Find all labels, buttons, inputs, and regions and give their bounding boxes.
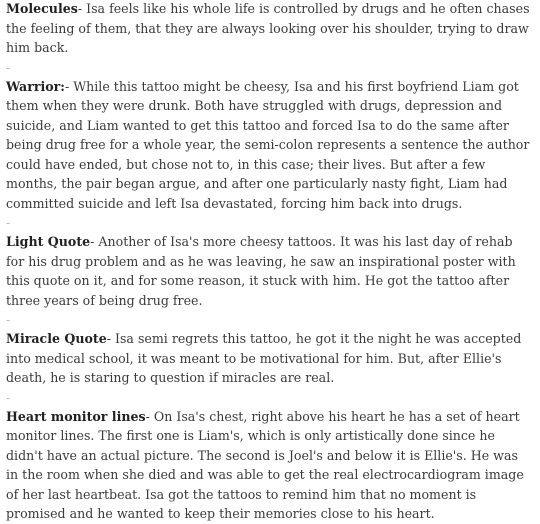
entry-warrior [6,77,534,214]
entry-text: - Isa semi regrets this tattoo, he got it the night he was accepted into medical school, it was meant to be motivational for him. But, after Ellie's death, he is staring to question if miracles are real. [6,331,522,385]
entry-term: Molecules [6,1,78,16]
entry-term: Warrior: [6,78,65,94]
entry-molecules [6,0,534,58]
entry-text: - Another of Isa's more cheesy tattoos. It was his last day of rehab for his drug problem and as he was leaving, he saw an inspirational poster with this quote on it, and for some reason, it stuck with him. He got the tattoo after three years of being drug free. [6,234,516,308]
entry-term: Miracle Quote [6,331,107,346]
entry-term: Heart monitor lines [6,408,146,424]
entry-text: - While this tattoo might be cheesy, Isa and his first boyfriend Liam got them when they were drunk. Both have struggled with drugs, depression and suicide, and Liam wanted to get this tattoo and forced Isa to do the same after being drug free for a whole year, the semi-colon represents a sentence the author could have ended, but chose not to, in this case; their lives. But after a few months, the pair began argue, and after one particularly nasty fight, Liam had committed suicide and left Isa devastated, forcing him back into drugs. [6,78,530,211]
separator: - [6,59,11,75]
entry-heart-monitor-lines [6,407,534,524]
entry-text: - Isa feels like his whole life is controlled by drugs and he often chases the feeling of them, that they are always looking over his shoulder, trying to draw him back. [6,1,530,55]
separator: - [6,312,11,327]
separator: - [6,389,11,405]
entry-light-quote [6,232,534,310]
separator: - [6,215,11,230]
entry-miracle-quote [6,329,534,388]
entry-text: - On Isa's chest, right above his heart he has a set of heart monitor lines. The first one is Liam's, which is only artistically done since he didn't have an actual picture. The second is Joel's and below it is Ellie's. He was in the room when she died and was able to get the real electrocardiogram image of her last heartbeat. Isa got the tattoos to remind him that no moment is promised and he wanted to keep their memories close to his heart. [6,408,524,521]
entry-term: Light Quote [6,234,91,249]
